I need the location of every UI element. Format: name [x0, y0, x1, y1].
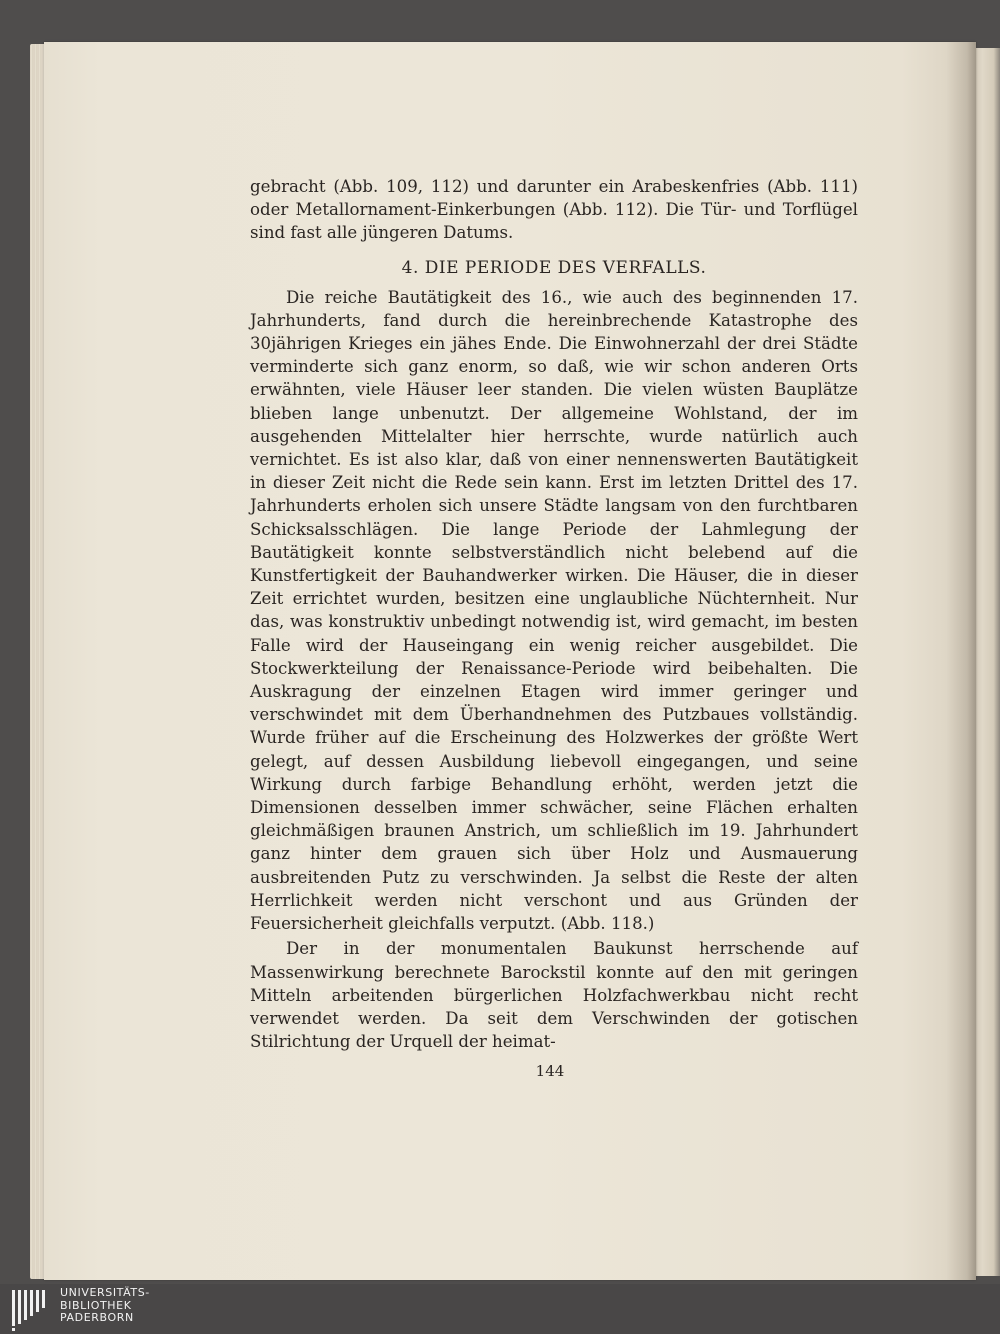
library-footer — [0, 1284, 1000, 1334]
page-gutter-shadow — [946, 42, 976, 1280]
section-heading: 4. DIE PERIODE DES VERFALLS. — [401, 257, 707, 278]
library-name-line: PADERBORN — [60, 1311, 134, 1324]
library-name-line: UNIVERSITÄTS- — [60, 1286, 150, 1299]
page-number: 144 — [535, 1062, 565, 1080]
library-logo-icon — [10, 1288, 56, 1332]
library-name-line: BIBLIOTHEK — [60, 1298, 132, 1312]
library-name — [60, 1287, 150, 1325]
page-text-block — [250, 175, 858, 1053]
paragraph: Der in der monumentalen Baukunst herrschende auf Massenwirkung berechnete Barockstil konnte auf den mit geringen Mitteln arbeitenden bürgerlichen Holzfachwerkbau nicht recht verwendet werden. Da seit dem Verschwinden der gotischen Stilrichtung der Urquell der heimat- — [250, 939, 858, 1052]
paragraph: Die reiche Bautätigkeit des 16., wie auch des beginnenden 17. Jahrhunderts, fand durch die hereinbrechende Katastrophe des 30jährigen Krieges ein jähes Ende. Die Einwohnerzahl der drei Städte verminderte sich ganz enorm, so daß, wie wir schon anderen Orts erwähnten, viele Häuser leer standen. Die vielen wüsten Bauplätze blieben lange unbenutzt. Der allgemeine Wohlstand, der im ausgehenden Mittelalter hier herrschte, wurde natürlich auch vernichtet. Es ist also klar, daß von einer nennenswerten Bautätigkeit in dieser Zeit nicht die Rede sein kann. Erst im letzten Drittel des 17. Jahrhunderts erholen sich unsere Städte langsam von den furchtbaren Schicksalsschlägen. Die lange Periode der Lahmlegung der Bautätigkeit konnte selbstverständlich nicht belebend auf die Kunstfertigkeit der Bauhandwerker wirken. Die Häuser, die in dieser Zeit errichtet wurden, besitzen eine unglaubliche Nüchternheit. Nur das, was konstruktiv unbedingt notwendig ist, wird gemacht, im besten Falle wird der Hauseingang ein wenig reicher ausgebildet. Die Stockwerkteilung der Renaissance-Periode wird beibehalten. Die Auskragung der einzelnen Etagen wird immer geringer und verschwindet mit dem Überhandnehmen des Putzbaues vollständig. Wurde früher auf die Erscheinung des Holzwerkes der größte Wert gelegt, auf dessen Ausbildung liebevoll eingegangen, und seine Wirkung durch farbige Behandlung erhöht, werden jetzt die Dimensionen desselben immer schwächer, seine Flächen erhalten gleichmäßigen braunen Anstrich, um schließlich im 19. Jahrhundert ganz hinter dem grauen sich über Holz und Ausmauerung ausbreitenden Putz zu verschwinden. Ja selbst die Reste der alten Herrlichkeit werden nicht verschont und aus Gründen der Feuersicherheit gleichfalls verputzt. (Abb. 118.) — [250, 287, 858, 934]
paragraph-continuation: gebracht (Abb. 109, 112) und darunter ein Arabeskenfries (Abb. 111) oder Metallornament-Einkerbungen (Abb. 112). Die Tür- und Torflügel sind fast alle jüngeren Datums. — [250, 177, 858, 243]
